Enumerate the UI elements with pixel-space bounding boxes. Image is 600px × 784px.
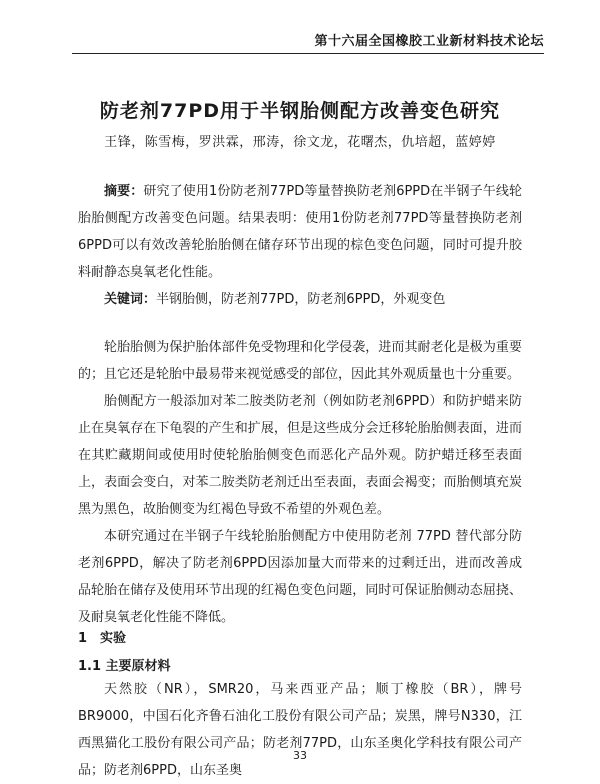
section-heading-experiment: 1 实验 bbox=[78, 631, 127, 646]
paper-title: 防老剂77PD用于半钢胎侧配方改善变色研究 bbox=[99, 100, 501, 122]
author-list: 王锋，陈雪梅，罗洪霖，邢涛，徐文龙，花曙杰，仇培超，蓝婷婷 bbox=[104, 135, 496, 150]
abstract-text: 研究了使用1份防老剂77PD等量替换防老剂6PPD在半钢子午线轮胎胎侧配方改善变色问题。结果表明：使用1份防老剂77PD等量替换防老剂6PPD可以有效改善轮胎胎侧在储存环节出现的棕色变色问题，同时可提升胶料耐静态臭氧老化性能。 bbox=[78, 184, 522, 280]
running-head: 第十六届全国橡胶工业新材料技术论坛 bbox=[314, 34, 544, 49]
keywords-text: 半钢胎侧，防老剂77PD，防老剂6PPD，外观变色 bbox=[156, 292, 446, 307]
keywords-label: 关键词： bbox=[104, 292, 157, 307]
page-number: 33 bbox=[293, 749, 307, 762]
keywords bbox=[78, 286, 522, 313]
header-rule bbox=[72, 53, 544, 54]
intro-paragraph-2: 胎侧配方一般添加对苯二胺类防老剂（例如防老剂6PPD）和防护蜡来防止在臭氧存在下龟裂的产生和扩展，但是这些成分会迁移轮胎胎侧表面，进而在其贮藏期间或使用时使轮胎胎侧变色而恶化产品外观。防护蜡迁移至表面上，表面会变白，对苯二胺类防老剂迁出至表面，表面会褐变；而胎侧填充炭黑为黑色，故胎侧变为红褐色导致不希望的外观色差。 bbox=[78, 394, 522, 517]
abstract-label: 摘要： bbox=[104, 184, 144, 199]
abstract bbox=[78, 178, 522, 286]
subsection-heading-materials: 1.1 主要原材料 bbox=[78, 659, 171, 674]
intro-paragraph-1: 轮胎胎侧为保护胎体部件免受物理和化学侵袭，进而其耐老化是极为重要的；且它还是轮胎中最易带来视觉感受的部位，因此其外观质量也十分重要。 bbox=[78, 340, 522, 382]
materials-paragraph: 天然胶（NR），SMR20，马来西亚产品；顺丁橡胶（BR），牌号BR9000，中国石化齐鲁石油化工股份有限公司产品；炭黑，牌号N330，江西黑猫化工股份有限公司产品；防老剂77PD，山东圣奥化学科技有限公司产品；防老剂6PPD，山东圣奥 bbox=[78, 682, 522, 778]
intro-paragraph-3: 本研究通过在半钢子午线轮胎胎侧配方中使用防老剂 77PD 替代部分防老剂6PPD，解决了防老剂6PPD因添加量大而带来的过剩迁出，进而改善成品轮胎在储存及使用环节出现的红褐色变色问题，同时可保证胎侧动态屈挠、及耐臭氧老化性能不降低。 bbox=[78, 529, 522, 625]
